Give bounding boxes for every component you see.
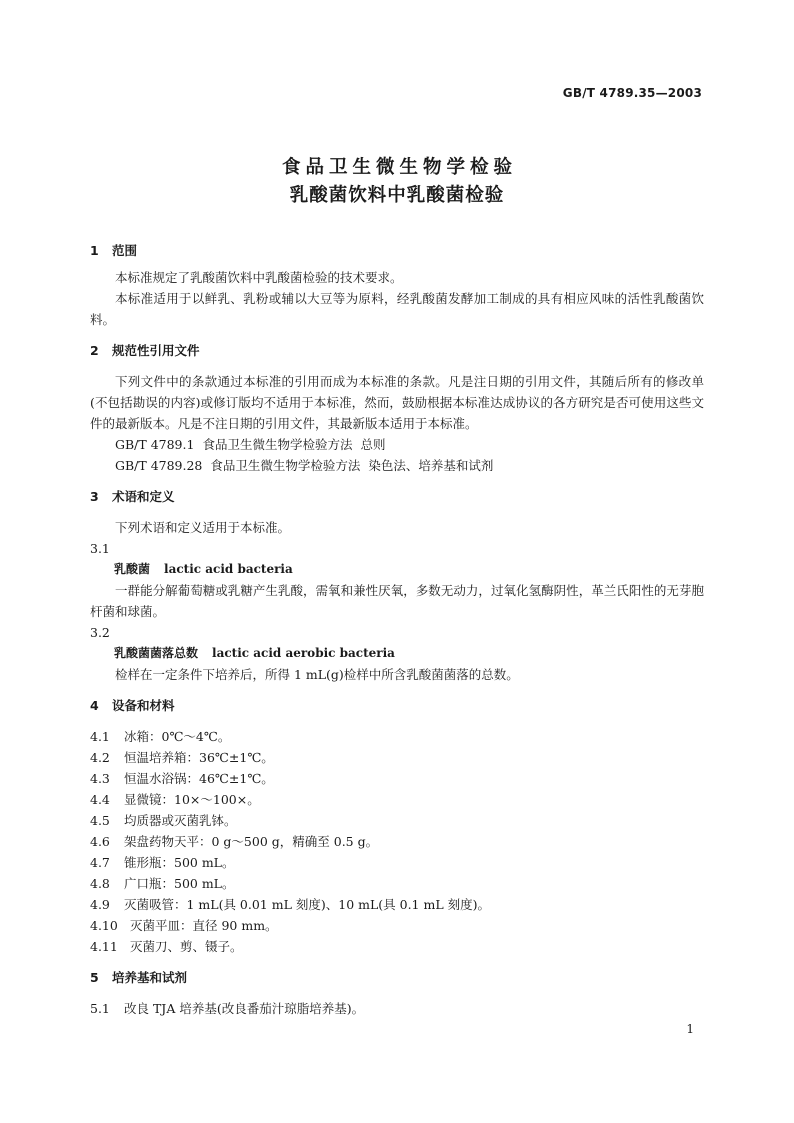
title-line-1: 食品卫生微生物学检验 — [281, 157, 517, 178]
section-1-heading — [90, 240, 704, 261]
term-heading — [90, 643, 704, 664]
title-line-2: 乳酸菌饮料中乳酸菌检验 — [289, 185, 505, 206]
section-2-heading — [90, 340, 704, 361]
document-body — [90, 240, 704, 1019]
reference-code: GB/T 4789.1 — [115, 437, 195, 452]
reference-item — [90, 455, 704, 476]
section-title: 规范性引用文件 — [112, 343, 200, 358]
term-zh: 乳酸菌 — [114, 562, 151, 576]
section-4-heading — [90, 695, 704, 716]
item-number: 4.4 — [90, 792, 110, 807]
term-en: lactic acid aerobic bacteria — [212, 646, 395, 660]
item-number: 4.5 — [90, 813, 110, 828]
item-text: 灭菌吸管：1 mL(具 0.01 mL 刻度)、10 mL(具 0.1 mL 刻度)。 — [124, 897, 490, 912]
reference-code: GB/T 4789.28 — [115, 458, 203, 473]
list-item — [90, 852, 704, 873]
item-text: 改良 TJA 培养基(改良番茄汁琼脂培养基)。 — [124, 1001, 365, 1016]
item-number: 4.8 — [90, 876, 110, 891]
item-text: 灭菌平皿：直径 90 mm。 — [130, 918, 278, 933]
item-text: 灭菌刀、剪、镊子。 — [130, 939, 243, 954]
clause-number: 3.1 — [90, 541, 110, 556]
standard-code: GB/T 4789.35—2003 — [562, 86, 702, 100]
list-item — [90, 768, 704, 789]
section-title: 培养基和试剂 — [112, 970, 188, 985]
section-title: 设备和材料 — [112, 698, 175, 713]
list-item — [90, 789, 704, 810]
reference-subtitle: 总则 — [360, 437, 386, 452]
item-number: 4.3 — [90, 771, 110, 786]
section-number: 4 — [90, 698, 99, 713]
section-title: 术语和定义 — [112, 489, 175, 504]
item-number: 4.11 — [90, 939, 118, 954]
reference-subtitle: 染色法、培养基和试剂 — [368, 458, 494, 473]
list-item — [90, 726, 704, 747]
term-en: lactic acid bacteria — [164, 562, 293, 576]
reference-title: 食品卫生微生物学检验方法 — [210, 458, 361, 473]
paragraph: 本标准适用于以鲜乳、乳粉或辅以大豆等为原料，经乳酸菌发酵加工制成的具有相应风味的活性乳酸菌饮料。 — [90, 291, 704, 327]
item-text: 广口瓶：500 mL。 — [124, 876, 235, 891]
page-number: 1 — [686, 1022, 694, 1036]
term-definition: 检样在一定条件下培养后，所得 1 mL(g)检样中所含乳酸菌菌落的总数。 — [115, 667, 519, 682]
list-item — [90, 747, 704, 768]
item-number: 4.10 — [90, 918, 118, 933]
list-item — [90, 873, 704, 894]
term-definition: 一群能分解葡萄糖或乳糖产生乳酸，需氧和兼性厌氧，多数无动力，过氧化氢酶阴性，革兰氏阳性的无芽胞杆菌和球菌。 — [90, 583, 704, 619]
term-zh: 乳酸菌菌落总数 — [114, 646, 199, 660]
item-text: 显微镜：10×～100×。 — [124, 792, 260, 807]
item-number: 4.2 — [90, 750, 110, 765]
item-text: 锥形瓶：500 mL。 — [124, 855, 235, 870]
section-number: 2 — [90, 343, 99, 358]
section-5-heading — [90, 967, 704, 988]
item-number: 4.7 — [90, 855, 110, 870]
paragraph: 下列文件中的条款通过本标准的引用而成为本标准的条款。凡是注日期的引用文件，其随后所有的修改单(不包括勘误的内容)或修订版均不适用于本标准，然而，鼓励根据本标准达成协议的各方研究是否可使用这些文件的最新版本。凡是不注日期的引用文件，其最新版本适用于本标准。 — [90, 374, 704, 431]
clause-number: 3.2 — [90, 625, 110, 640]
list-item — [90, 894, 704, 915]
list-item — [90, 998, 704, 1019]
section-title: 范围 — [112, 243, 138, 258]
item-text: 架盘药物天平：0 g～500 g，精确至 0.5 g。 — [124, 834, 379, 849]
section-number: 1 — [90, 243, 99, 258]
list-item — [90, 831, 704, 852]
item-number: 5.1 — [90, 1001, 110, 1016]
reference-title: 食品卫生微生物学检验方法 — [202, 437, 353, 452]
reference-item — [90, 434, 704, 455]
item-number: 4.9 — [90, 897, 110, 912]
section-3-heading — [90, 486, 704, 507]
section-number: 5 — [90, 970, 99, 985]
term-heading — [90, 559, 704, 580]
item-number: 4.6 — [90, 834, 110, 849]
item-number: 4.1 — [90, 729, 110, 744]
item-text: 恒温培养箱：36℃±1℃。 — [124, 750, 274, 765]
paragraph: 本标准规定了乳酸菌饮料中乳酸菌检验的技术要求。 — [115, 270, 403, 285]
item-text: 均质器或灭菌乳钵。 — [124, 813, 237, 828]
section-number: 3 — [90, 489, 99, 504]
item-text: 冰箱：0℃～4℃。 — [124, 729, 231, 744]
list-item — [90, 915, 704, 936]
list-item — [90, 810, 704, 831]
paragraph: 下列术语和定义适用于本标准。 — [115, 520, 291, 535]
item-text: 恒温水浴锅：46℃±1℃。 — [124, 771, 274, 786]
list-item — [90, 936, 704, 957]
